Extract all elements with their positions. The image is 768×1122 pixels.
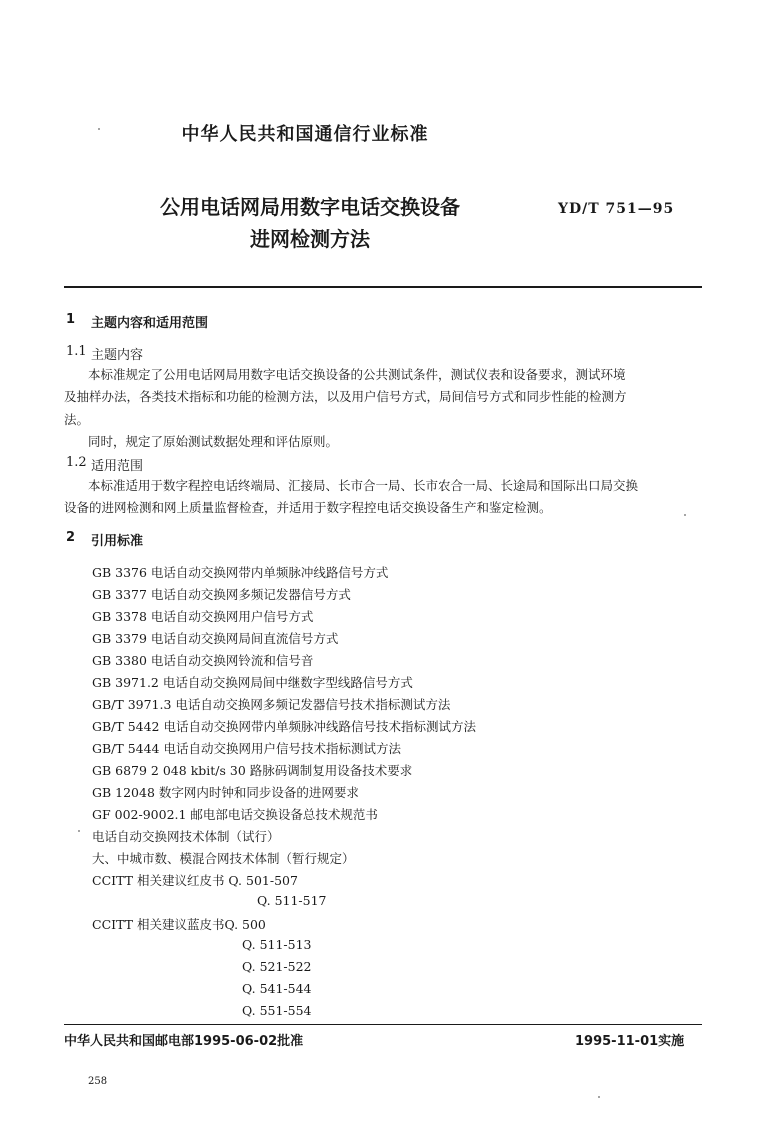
page-number: 258 (88, 1076, 108, 1087)
reference-item: 电话自动交换网技术体制（试行） (92, 829, 280, 844)
section-1-1-title: 主题内容 (91, 348, 144, 363)
reference-item: Q. 521-522 (242, 959, 312, 974)
reference-item: Q. 541-544 (242, 981, 312, 996)
reference-item: GB 3378 电话自动交换网用户信号方式 (92, 609, 314, 624)
standard-code: YD/T 751—95 (558, 201, 675, 217)
document-title-line1: 公用电话网局用数字电话交换设备 (160, 195, 460, 219)
reference-item: GB 3377 电话自动交换网多频记发器信号方式 (92, 587, 351, 602)
reference-item: CCITT 相关建议蓝皮书Q. 500 (92, 917, 266, 932)
section-1-1-paragraph-line: 及抽样办法，各类技术指标和功能的检测方法，以及用户信号方式，局间信号方式和同步性能的检测方 (64, 389, 627, 404)
reference-item: GF 002-9002.1 邮电部电话交换设备总技术规范书 (92, 807, 378, 822)
scan-speck (598, 1096, 600, 1098)
reference-item: GB/T 5442 电话自动交换网带内单频脉冲线路信号技术指标测试方法 (92, 719, 476, 734)
reference-item: GB 6879 2 048 kbit/s 30 路脉码调制复用设备技术要求 (92, 763, 413, 778)
document-title-line2: 进网检测方法 (250, 227, 370, 251)
scan-speck (684, 514, 686, 516)
reference-item: Q. 551-554 (242, 1003, 312, 1018)
section-1-1-paragraph-line: 本标准规定了公用电话网局用数字电话交换设备的公共测试条件，测试仪表和设备要求，测试环境 (88, 367, 626, 382)
reference-item: 大、中城市数、模混合网技术体制（暂行规定） (92, 851, 355, 866)
reference-item: GB 3376 电话自动交换网带内单频脉冲线路信号方式 (92, 565, 389, 580)
reference-item: GB 3380 电话自动交换网铃流和信号音 (92, 653, 314, 668)
section-1-1-number: 1.1 (66, 344, 87, 359)
section-1-2-title: 适用范围 (91, 459, 144, 474)
implementation-date: 1995-11-01实施 (575, 1034, 685, 1049)
section-1-2-number: 1.2 (66, 455, 87, 470)
reference-item: Q. 511-517 (257, 893, 327, 908)
section-2-title: 引用标准 (91, 534, 144, 549)
reference-item: GB/T 5444 电话自动交换网用户信号技术指标测试方法 (92, 741, 401, 756)
header-rule (64, 286, 702, 288)
scan-speck (78, 830, 80, 832)
reference-item: CCITT 相关建议红皮书 Q. 501-507 (92, 873, 298, 888)
reference-item: GB/T 3971.3 电话自动交换网多频记发器信号技术指标测试方法 (92, 697, 451, 712)
section-2-number: 2 (66, 530, 76, 545)
section-1-2-paragraph-line: 设备的进网检测和网上质量监督检查，并适用于数字程控电话交换设备生产和鉴定检测。 (64, 500, 552, 515)
reference-item: GB 3379 电话自动交换网局间直流信号方式 (92, 631, 339, 646)
footer-rule (64, 1024, 702, 1025)
section-1-1-paragraph-line: 法。 (64, 412, 90, 427)
section-1-2-paragraph-line: 本标准适用于数字程控电话终端局、汇接局、长市合一局、长市农合一局、长途局和国际出口局交换 (88, 478, 639, 493)
section-1-1-paragraph-line: 同时，规定了原始测试数据处理和评估原则。 (88, 434, 339, 449)
scan-speck (98, 128, 100, 130)
approval-statement: 中华人民共和国邮电部1995-06-02批准 (64, 1034, 304, 1049)
header-organization: 中华人民共和国通信行业标准 (181, 124, 429, 145)
reference-item: GB 3971.2 电话自动交换网局间中继数字型线路信号方式 (92, 675, 413, 690)
section-1-number: 1 (66, 312, 76, 327)
section-1-title: 主题内容和适用范围 (91, 316, 209, 331)
reference-item: GB 12048 数字网内时钟和同步设备的进网要求 (92, 785, 359, 800)
reference-item: Q. 511-513 (242, 937, 312, 952)
